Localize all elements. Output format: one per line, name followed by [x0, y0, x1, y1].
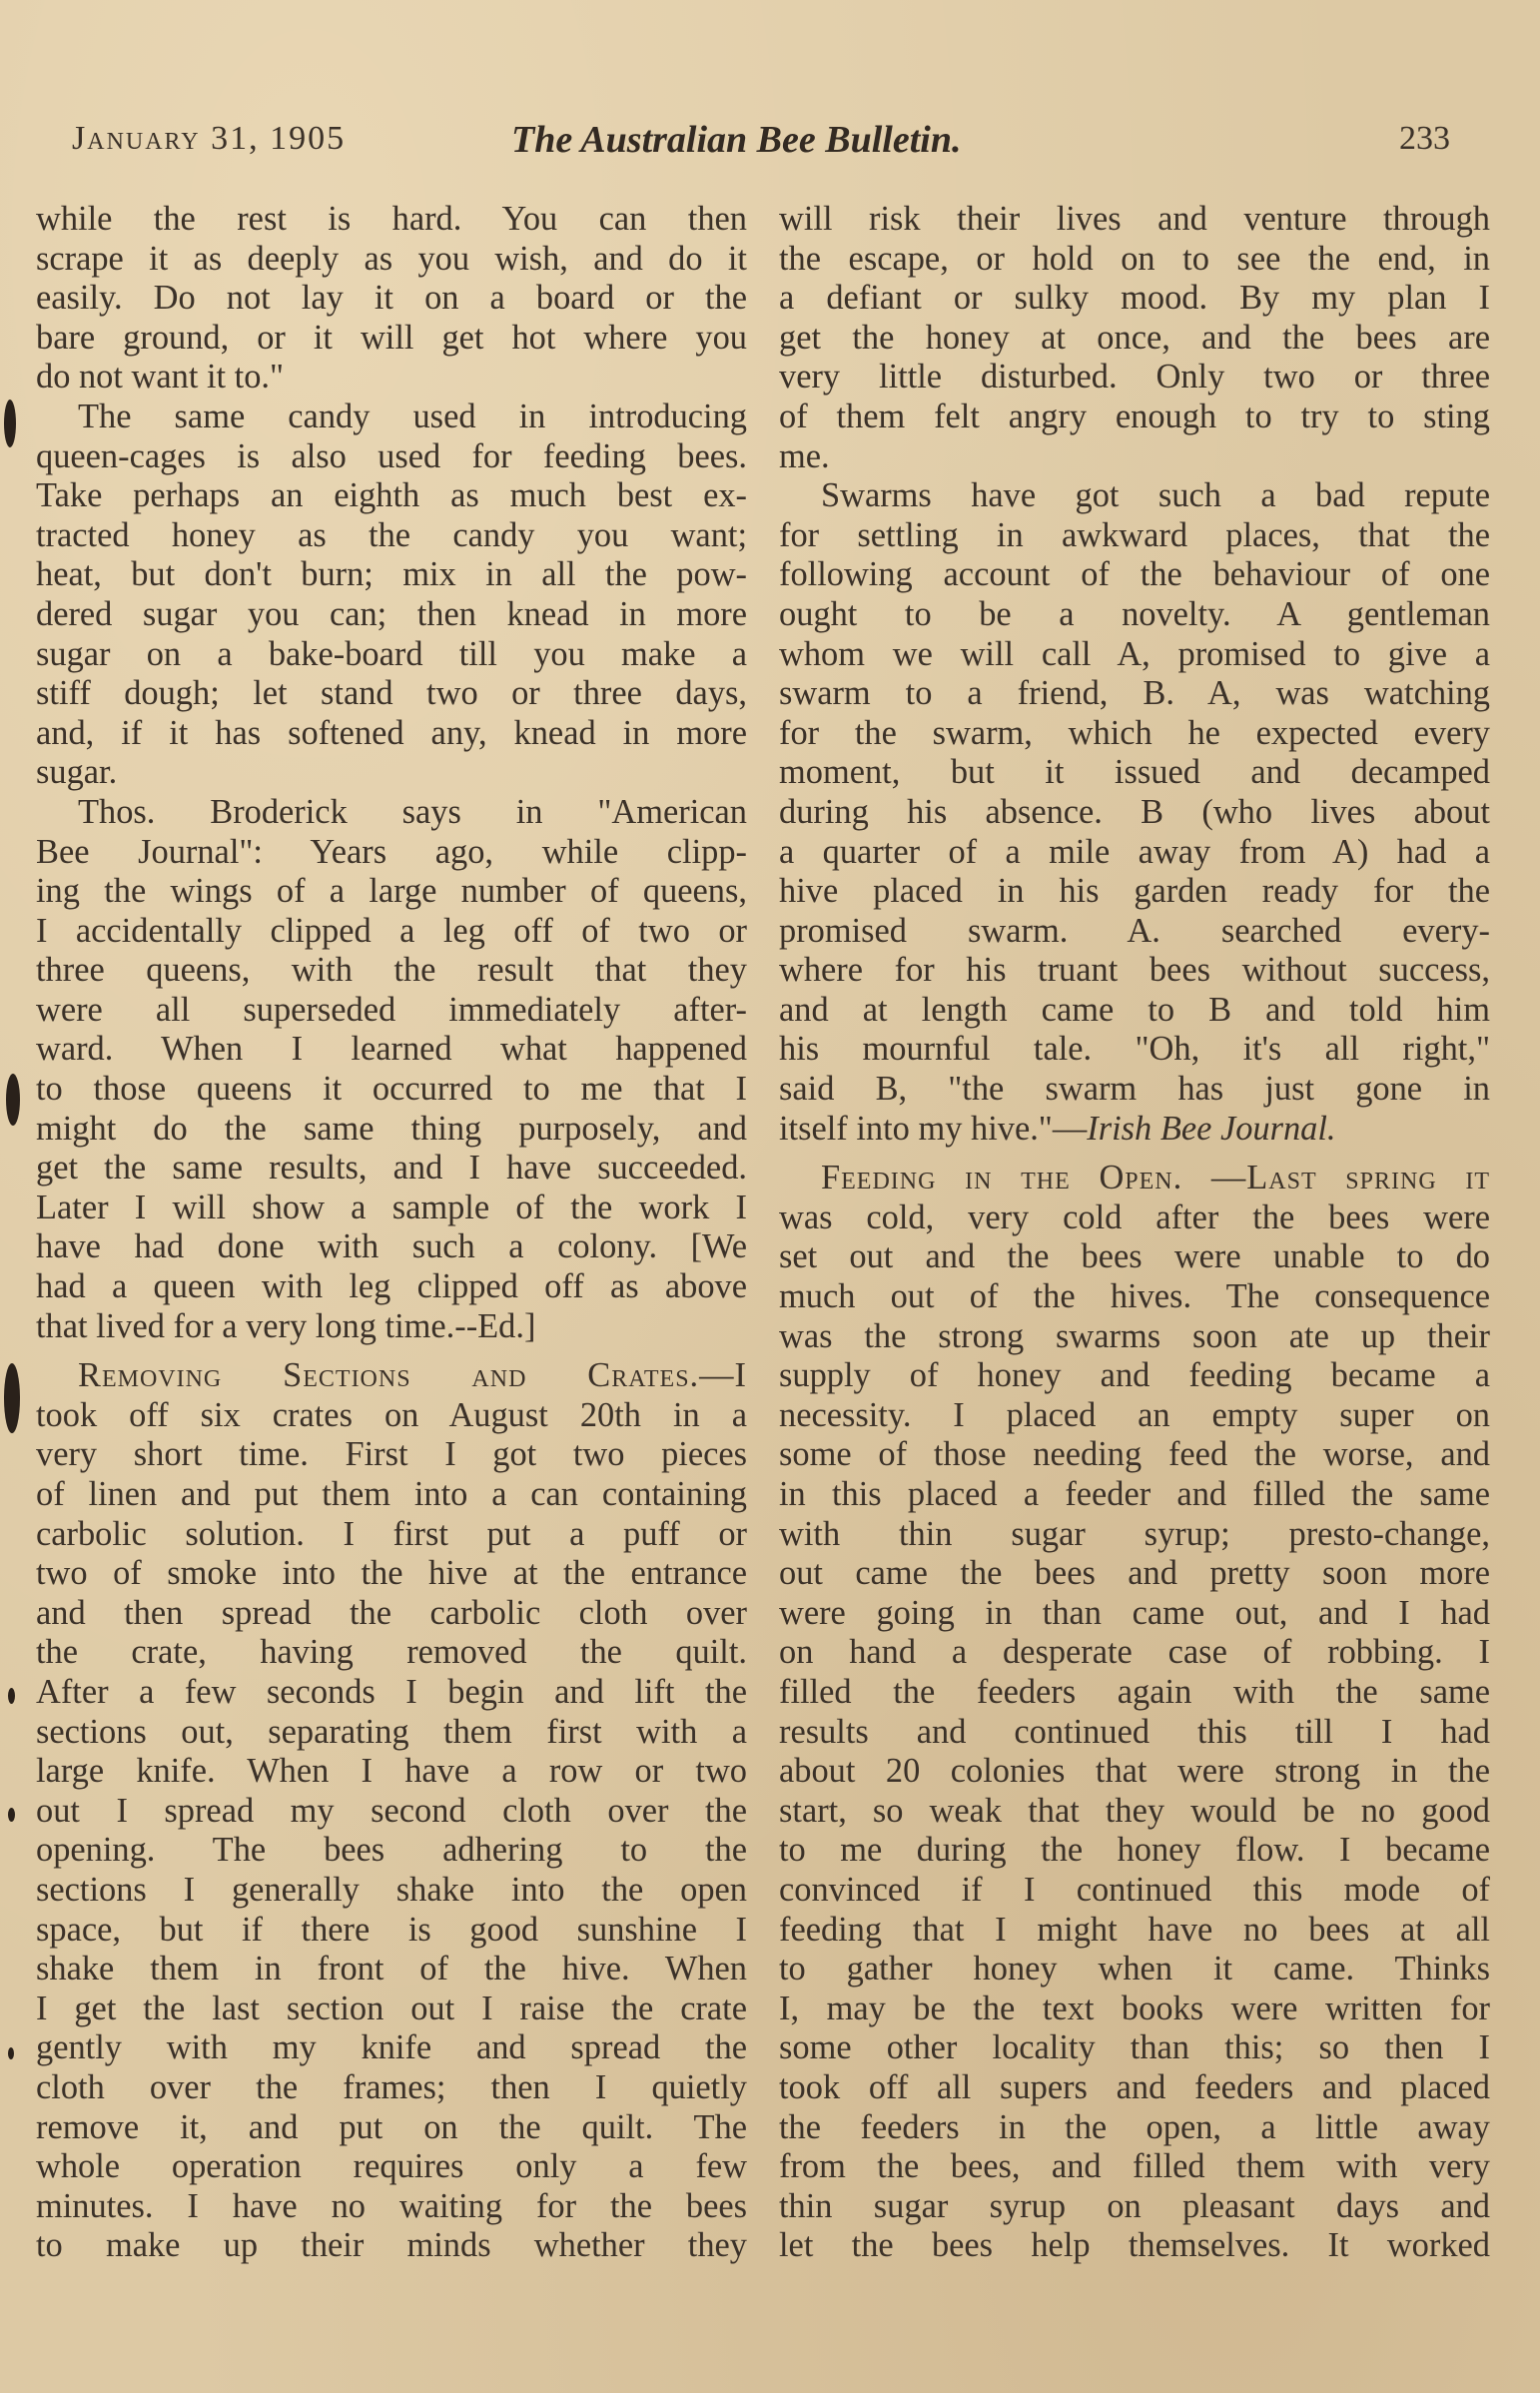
- text-line: was the strong swarms soon ate up their: [779, 1316, 1490, 1355]
- text-line: shake them in front of the hive. When: [36, 1950, 747, 1989]
- text-line: much out of the hives. The consequence: [779, 1277, 1490, 1316]
- section-heading-feeding-open: Feeding in the Open. —Last spring it: [821, 1159, 1490, 1197]
- text-line: I accidentally clipped a leg off of two or: [36, 911, 747, 950]
- ink-speck: [8, 1808, 15, 1822]
- text-line: out came the bees and pretty soon more: [779, 1554, 1490, 1593]
- text-line: were going in than came out, and I had: [779, 1593, 1490, 1632]
- ink-speck: [4, 399, 16, 447]
- text-line: the crate, having removed the quilt.: [36, 1633, 747, 1672]
- text-line: necessity. I placed an empty super on: [779, 1395, 1490, 1434]
- text-line: itself into my hive."—: [779, 1109, 1088, 1148]
- text-line: remove it, and put on the quilt. The: [36, 2107, 747, 2146]
- ink-speck: [6, 1074, 20, 1126]
- text-line: had a queen with leg clipped off as above: [36, 1267, 747, 1306]
- text-line: a defiant or sulky mood. By my plan I: [779, 279, 1490, 318]
- paragraph-candy-start: The same candy used in introducing: [78, 397, 747, 435]
- text-line: minutes. I have no waiting for the bees: [36, 2186, 747, 2225]
- text-line: the feeders in the open, a little away: [779, 2107, 1490, 2146]
- paragraph-broderick-start: Thos. Broderick says in "American: [78, 792, 747, 831]
- text-line: on hand a desperate case of robbing. I: [779, 1633, 1490, 1672]
- text-line: start, so weak that they would be no good: [779, 1791, 1490, 1830]
- text-line: of them felt angry enough to try to sting: [779, 397, 1490, 435]
- left-column: [36, 200, 747, 2266]
- text-line: do not want it to.": [36, 358, 285, 397]
- ink-speck: [4, 1363, 20, 1433]
- text-line: and then spread the carbolic cloth over: [36, 1593, 747, 1632]
- text-line: swarm to a friend, B. A, was watching: [779, 674, 1490, 713]
- text-line: I get the last section out I raise the crate: [36, 1989, 747, 2027]
- paragraph-swarms-start: Swarms have got such a bad repute: [821, 476, 1490, 515]
- text-line: sections out, separating them first with a: [36, 1712, 747, 1751]
- text-line: have had done with such a colony. [We: [36, 1227, 747, 1266]
- text-line: will risk their lives and venture through: [779, 200, 1490, 238]
- section-heading-removing-sections: Removing Sections and Crates.—I: [78, 1356, 747, 1395]
- text-line: sugar.: [36, 753, 118, 792]
- text-line: that lived for a very long time.--Ed.]: [36, 1306, 536, 1345]
- text-line: a quarter of a mile away from A) had a: [779, 832, 1490, 871]
- text-line: promised swarm. A. searched every-: [779, 911, 1490, 950]
- text-line: set out and the bees were unable to do: [779, 1237, 1490, 1276]
- text-line: in this placed a feeder and filled the same: [779, 1475, 1490, 1513]
- text-line: sugar on a bake-board till you make a: [36, 634, 747, 673]
- text-line: were all superseded immediately after-: [36, 990, 747, 1029]
- text-line: stiff dough; let stand two or three days,: [36, 674, 747, 713]
- text-line: Later I will show a sample of the work I: [36, 1188, 747, 1226]
- text-line: following account of the behaviour of one: [779, 555, 1490, 594]
- text-line: easily. Do not lay it on a board or the: [36, 279, 747, 318]
- text-line: get the same results, and I have succeeded.: [36, 1149, 747, 1188]
- ink-speck: [8, 2047, 14, 2059]
- text-line: results and continued this till I had: [779, 1712, 1490, 1751]
- text-line: while the rest is hard. You can then: [36, 200, 747, 238]
- paragraph-gap: [36, 1346, 747, 1356]
- text-line: took off all supers and feeders and placed: [779, 2067, 1490, 2106]
- text-line: very little disturbed. Only two or three: [779, 358, 1490, 397]
- text-line: very short time. First I got two pieces: [36, 1435, 747, 1474]
- text-line: hive placed in his garden ready for the: [779, 872, 1490, 911]
- text-line: some other locality than this; so then I: [779, 2028, 1490, 2067]
- running-header: [72, 120, 1450, 170]
- text-line: to gather honey when it came. Thinks: [779, 1950, 1490, 1989]
- text-line: filled the feeders again with the same: [779, 1672, 1490, 1711]
- text-line: with thin sugar syrup; presto-change,: [779, 1514, 1490, 1553]
- text-line: for the swarm, which he expected every: [779, 713, 1490, 752]
- text-line: bare ground, or it will get hot where you: [36, 318, 747, 357]
- text-line: me.: [779, 436, 830, 475]
- issue-date: January 31, 1905: [72, 120, 347, 157]
- text-line: space, but if there is good sunshine I: [36, 1910, 747, 1949]
- text-line: some of those needing feed the worse, and: [779, 1435, 1490, 1474]
- text-line: thin sugar syrup on pleasant days and: [779, 2186, 1490, 2225]
- source-citation: Irish Bee Journal.: [1087, 1109, 1336, 1148]
- text-line-with-source: [779, 1110, 1490, 1150]
- text-line: Take perhaps an eighth as much best ex-: [36, 476, 747, 515]
- text-line: whole operation requires only a few: [36, 2147, 747, 2186]
- text-line: whom we will call A, promised to give a: [779, 634, 1490, 673]
- text-line: I, may be the text books were written for: [779, 1989, 1490, 2027]
- text-line: said B, "the swarm has just gone in: [779, 1070, 1490, 1109]
- text-line: moment, but it issued and decamped: [779, 753, 1490, 792]
- text-line: tracted honey as the candy you want;: [36, 515, 747, 554]
- text-line: was cold, very cold after the bees were: [779, 1197, 1490, 1236]
- ink-speck: [8, 1688, 15, 1704]
- text-line: the escape, or hold on to see the end, in: [779, 239, 1490, 278]
- text-line: let the bees help themselves. It worked: [779, 2226, 1490, 2265]
- text-line: Bee Journal": Years ago, while clipp-: [36, 832, 747, 871]
- text-line: feeding that I might have no bees at all: [779, 1910, 1490, 1949]
- text-line: sections I generally shake into the open: [36, 1870, 747, 1909]
- text-line: ward. When I learned what happened: [36, 1030, 747, 1069]
- text-line: After a few seconds I begin and lift the: [36, 1672, 747, 1711]
- text-line: where for his truant bees without success,: [779, 951, 1490, 990]
- text-line: dered sugar you can; then knead in more: [36, 594, 747, 633]
- text-line: three queens, with the result that they: [36, 951, 747, 990]
- text-line: ing the wings of a large number of queens,: [36, 872, 747, 911]
- text-line: to make up their minds whether they: [36, 2226, 747, 2265]
- text-line: get the honey at once, and the bees are: [779, 318, 1490, 357]
- text-line: gently with my knife and spread the: [36, 2028, 747, 2067]
- text-line: ought to be a novelty. A gentleman: [779, 594, 1490, 633]
- text-line: queen-cages is also used for feeding bees.: [36, 436, 747, 475]
- text-line: to those queens it occurred to me that I: [36, 1070, 747, 1109]
- text-line: during his absence. B (who lives about: [779, 792, 1490, 831]
- text-line: scrape it as deeply as you wish, and do it: [36, 239, 747, 278]
- text-line: carbolic solution. I first put a puff or: [36, 1514, 747, 1553]
- text-line: supply of honey and feeding became a: [779, 1356, 1490, 1395]
- page-number: 233: [1399, 120, 1450, 157]
- text-line: large knife. When I have a row or two: [36, 1752, 747, 1791]
- journal-title: The Australian Bee Bulletin.: [511, 119, 962, 161]
- text-line: cloth over the frames; then I quietly: [36, 2067, 747, 2106]
- text-line: to me during the honey flow. I became: [779, 1831, 1490, 1870]
- text-line: might do the same thing purposely, and: [36, 1109, 747, 1148]
- text-line: from the bees, and filled them with very: [779, 2147, 1490, 2186]
- text-line: out I spread my second cloth over the: [36, 1791, 747, 1830]
- text-line: of linen and put them into a can containing: [36, 1475, 747, 1513]
- text-line: about 20 colonies that were strong in the: [779, 1752, 1490, 1791]
- paragraph-gap: [779, 1149, 1490, 1159]
- text-line: opening. The bees adhering to the: [36, 1831, 747, 1870]
- text-line: two of smoke into the hive at the entrance: [36, 1554, 747, 1593]
- text-line: and, if it has softened any, knead in more: [36, 713, 747, 752]
- text-line: and at length came to B and told him: [779, 990, 1490, 1029]
- text-line: convinced if I continued this mode of: [779, 1870, 1490, 1909]
- text-line: heat, but don't burn; mix in all the pow-: [36, 555, 747, 594]
- text-line: took off six crates on August 20th in a: [36, 1395, 747, 1434]
- right-column: [779, 200, 1490, 2266]
- text-line: for settling in awkward places, that the: [779, 515, 1490, 554]
- text-line: his mournful tale. "Oh, it's all right,": [779, 1030, 1490, 1069]
